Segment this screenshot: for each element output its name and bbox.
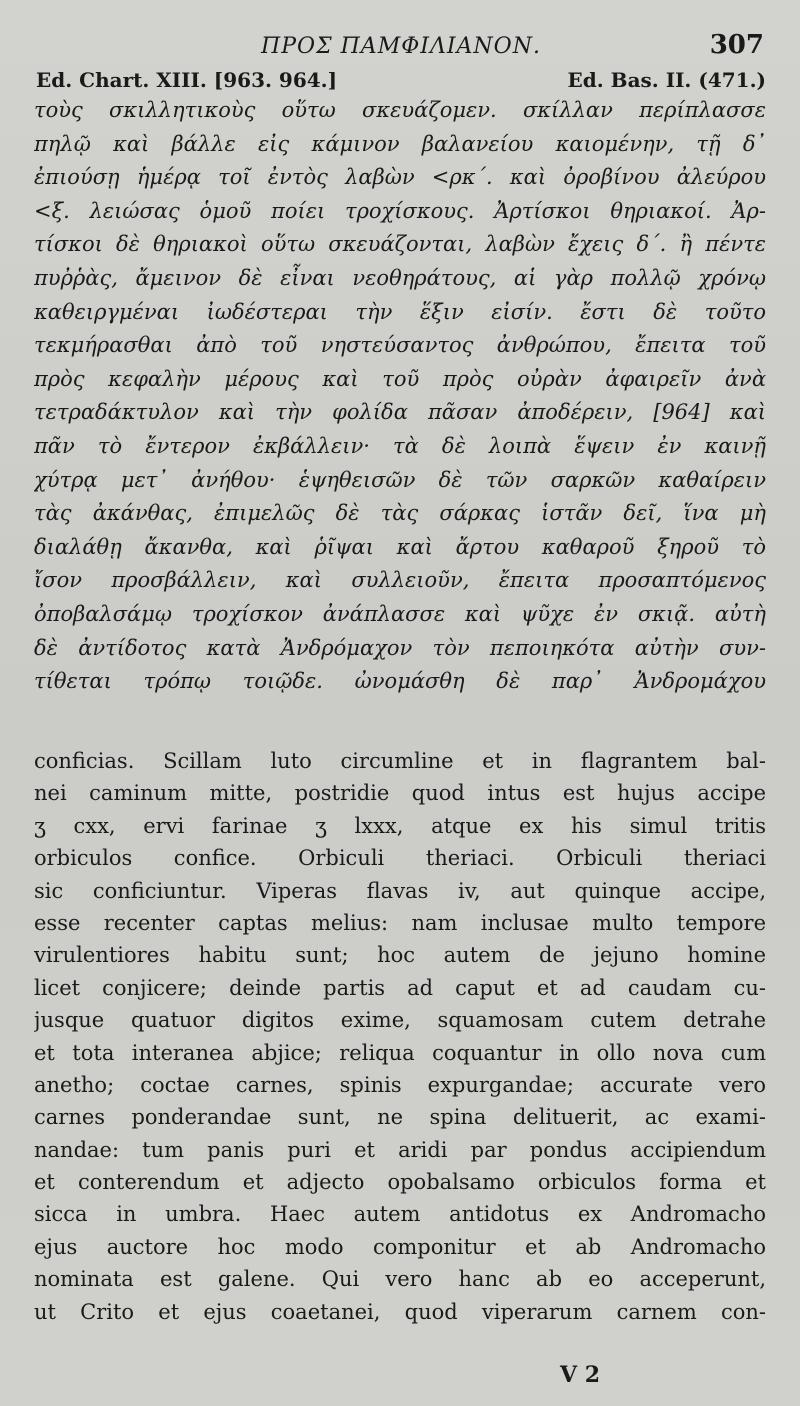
latin-text-line: nominata est galene. Qui vero hanc ab eo acceperunt, bbox=[34, 1267, 766, 1292]
latin-text-line: sic conficiuntur. Viperas flavas iv, aut quinque accipe, bbox=[34, 878, 766, 903]
latin-text-line: ʒ cxx, ervi farinae ʒ lxxx, atque ex his simul tritis bbox=[34, 813, 766, 838]
greek-text-line: πηλῷ καὶ βάλλε εἰς κάμινον βαλανείου καιομένην, τῇ δ᾽ bbox=[34, 131, 766, 156]
greek-text-line: τοὺς σκιλλητικοὺς οὕτω σκευάζομεν. σκίλλαν περίπλασσε bbox=[34, 98, 766, 122]
greek-text-line: ὀποβαλσάμῳ τροχίσκον ἀνάπλασσε καὶ ψῦχε ἐν σκιᾷ. αὐτὴ bbox=[34, 601, 766, 626]
latin-text-line: conficias. Scillam luto circumline et in flagrantem bal- bbox=[34, 749, 766, 773]
latin-text-line: nei caminum mitte, postridie quod intus est hujus accipe bbox=[34, 781, 766, 806]
running-head bbox=[36, 30, 766, 64]
running-title: ΠΡΟΣ ΠΑΜΦΙΛΙΑΝΟΝ. bbox=[261, 34, 541, 59]
latin-text-line: licet conjicere; deinde partis ad caput et ad caudam cu- bbox=[34, 975, 766, 1000]
signature-mark: V 2 bbox=[560, 1362, 601, 1388]
latin-text-line: sicca in umbra. Haec autem antidotus ex Andromacho bbox=[34, 1202, 766, 1227]
greek-text-line: ἴσον προσβάλλειν, καὶ συλλειοῦν, ἔπειτα προσαπτόμενος bbox=[34, 568, 766, 593]
latin-text-line: ut Crito et ejus coaetanei, quod viperarum carnem con- bbox=[34, 1299, 766, 1324]
page-number: 307 bbox=[709, 30, 764, 60]
latin-text-line: et tota interanea abjice; reliqua coquantur in ollo nova cum bbox=[34, 1040, 766, 1065]
edition-reference-line bbox=[36, 66, 766, 94]
latin-text-line: esse recenter captas melius: nam inclusae multo tempore bbox=[34, 910, 766, 935]
greek-text-block bbox=[34, 94, 766, 699]
greek-text-line: πᾶν τὸ ἔντερον ἐκβάλλειν· τὰ δὲ λοιπὰ ἕψειν ἐν καινῇ bbox=[34, 433, 766, 458]
greek-text-line: δὲ ἀντίδοτος κατὰ Ἀνδρόμαχον τὸν πεποιηκότα αὐτὴν συν- bbox=[34, 635, 766, 660]
greek-text-line: τεκμήρασθαι ἀπὸ τοῦ νηστεύσαντος ἀνθρώπου, ἔπειτα τοῦ bbox=[34, 333, 766, 358]
latin-text-line: nandae: tum panis puri et aridi par pondus accipiendum bbox=[34, 1137, 766, 1162]
latin-text-line: virulentiores habitu sunt; hoc autem de jejuno homine bbox=[34, 943, 766, 968]
greek-text-line: <ξ. λειώσας ὁμοῦ ποίει τροχίσκους. Ἀρτίσκοι θηριακοί. Ἀρ- bbox=[34, 198, 766, 223]
greek-text-line: τετραδάκτυλον καὶ τὴν φολίδα πᾶσαν ἀποδέρειν, [964] καὶ bbox=[34, 400, 766, 425]
latin-text-line: carnes ponderandae sunt, ne spina delituerit, ac exami- bbox=[34, 1105, 766, 1130]
edition-reference-chartier: Ed. Chart. XIII. [963. 964.] bbox=[36, 68, 338, 92]
greek-text-line: τὰς ἀκάνθας, ἐπιμελῶς δὲ τὰς σάρκας ἱστᾶν δεῖ, ἵνα μὴ bbox=[34, 501, 766, 526]
greek-text-line: πυῤῥὰς, ἄμεινον δὲ εἶναι νεοθηράτους, αἱ γὰρ πολλῷ χρόνῳ bbox=[34, 265, 766, 290]
greek-text-line: διαλάθῃ ἄκανθα, καὶ ῥῖψαι καὶ ἄρτου καθαροῦ ξηροῦ τὸ bbox=[34, 534, 766, 559]
latin-text-line: anetho; coctae carnes, spinis expurgandae; accurate vero bbox=[34, 1072, 766, 1097]
latin-text-line: orbiculos confice. Orbiculi theriaci. Orbiculi theriaci bbox=[34, 846, 766, 871]
latin-text-line: et conterendum et adjecto opobalsamo orbiculos forma et bbox=[34, 1170, 766, 1195]
edition-reference-basel: Ed. Bas. II. (471.) bbox=[567, 68, 766, 92]
greek-text-line: χύτρᾳ μετ᾽ ἀνήθου· ἑψηθεισῶν δὲ τῶν σαρκῶν καθαίρειν bbox=[34, 467, 766, 492]
greek-text-line: πρὸς κεφαλὴν μέρους καὶ τοῦ πρὸς οὐρὰν ἀφαιρεῖν ἀνὰ bbox=[34, 366, 766, 391]
greek-text-line: καθειργμέναι ἰωδέστεραι τὴν ἕξιν εἰσίν. ἔστι δὲ τοῦτο bbox=[34, 299, 766, 324]
latin-text-block bbox=[34, 745, 766, 1328]
latin-text-line: jusque quatuor digitos exime, squamosam cutem detrahe bbox=[34, 1008, 766, 1033]
greek-text-line: ἐπιούσῃ ἡμέρᾳ τοῖ ἐντὸς λαβὼν <ρκ´. καὶ ὀροβίνου ἀλεύρου bbox=[34, 165, 766, 190]
latin-text-line: ejus auctore hoc modo componitur et ab Andromacho bbox=[34, 1234, 766, 1259]
greek-text-line: τίσκοι δὲ θηριακοὶ οὕτω σκευάζονται, λαβὼν ἔχεις δ´. ἢ πέντε bbox=[34, 232, 766, 257]
greek-text-line: τίθεται τρόπῳ τοιῷδε. ὠνομάσθη δὲ παρ᾽ Ἀνδρομάχου bbox=[34, 669, 766, 694]
